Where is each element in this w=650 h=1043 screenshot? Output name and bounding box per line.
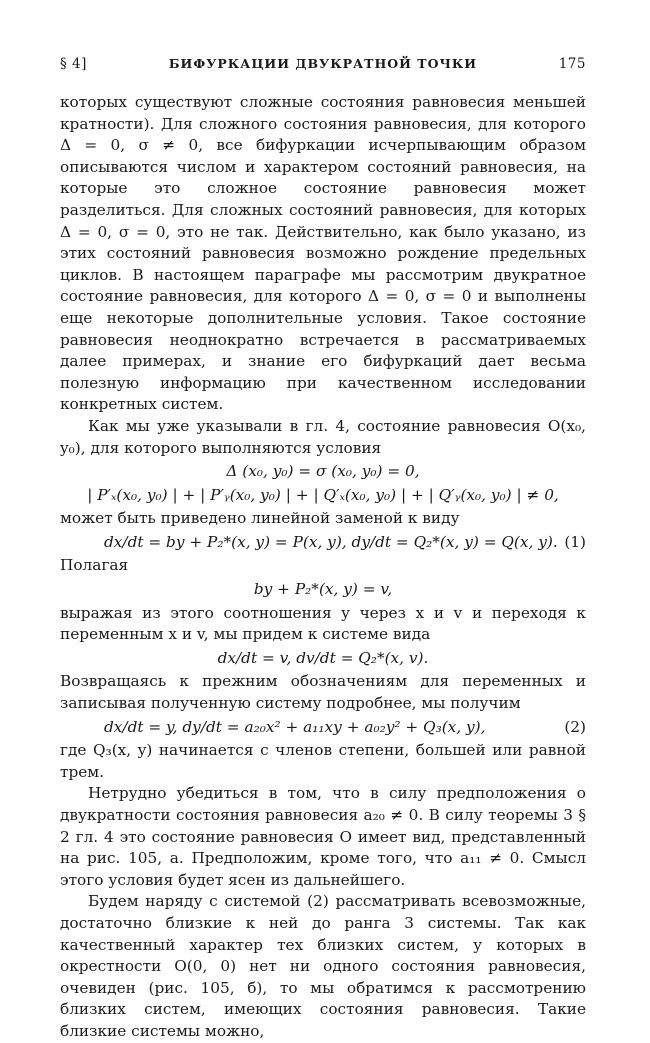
formula-conditions-2: | P′ₓ(x₀, y₀) | + | P′ᵧ(x₀, y₀) | + | Q′ₓ(x₀, y₀) | + | Q′ᵧ(x₀, y₀) | ≠ 0, bbox=[87, 485, 559, 504]
formula-system-v: dx/dt = v, dv/dt = Q₂*(x, v). bbox=[217, 648, 429, 667]
formula-system-1 bbox=[60, 532, 586, 554]
chapter-title: БИФУРКАЦИИ ДВУКРАТНОЙ ТОЧКИ bbox=[168, 56, 478, 71]
paragraph-4: Полагая bbox=[60, 556, 129, 575]
paragraph-5: выражая из этого соотношения y через x и v и переходя к переменным x и v, мы придем к системе вида bbox=[60, 603, 586, 644]
paragraph-6: Возвращаясь к прежним обозначениям для переменных и записывая полученную систему подробнее, мы получим bbox=[60, 672, 586, 713]
paragraph-9: Будем наряду с системой (2) рассматривать всевозможные, достаточно близкие к ней до ранга 3 системы. Так как качественный характер тех близких систем, у которых в окрестности O(0, 0) нет ни одного состояния равновесия, очевиден (рис. 105, б), то мы обратимся к рассмотрению близких систем, имеющих состояния равновесия. Такие близкие системы можно, bbox=[60, 892, 586, 1040]
formula-system-2-body: dx/dt = y, dy/dt = a₂₀x² + a₁₁xy + a₀₂y² + Q₃(x, y), bbox=[104, 717, 486, 736]
formula-system-2 bbox=[60, 717, 586, 739]
page-body bbox=[60, 92, 586, 1043]
paragraph-2: Как мы уже указывали в гл. 4, состояние равновесия O(x₀, y₀), для которого выполняются условия bbox=[60, 416, 586, 457]
paragraph-8: Нетрудно убедиться в том, что в силу предположения о двукратности состояния равновесия a₂₀ ≠ 0. В силу теоремы 3 § 2 гл. 4 это состояние равновесия O имеет вид, представленный на рис. 105, а. Предположим, кроме того, что a₁₁ ≠ 0. Смысл этого условия будет ясен из дальнейшего. bbox=[60, 784, 586, 889]
section-mark: § 4] bbox=[60, 56, 87, 72]
equation-number-1: (1) bbox=[564, 532, 586, 551]
equation-number-2: (2) bbox=[564, 717, 586, 736]
page-number: 175 bbox=[558, 56, 586, 72]
paragraph-1: которых существуют сложные состояния равновесия меньшей кратности). Для сложного состояния равновесия, для которого Δ = 0, σ ≠ 0, все бифуркации исчерпывающим образом описываются числом и характером состояний равновесия, на которые это сложное состояние равновесия может разделиться. Для сложных состояний равновесия, для которых Δ = 0, σ = 0, это не так. Действительно, как было указано, из этих состояний равновесия возможно рождение предельных циклов. В настоящем параграфе мы рассмотрим двукратное состояние равновесия, для которого Δ = 0, σ = 0 и выполнены еще некоторые дополнительные условия. Такое состояние равновесия неоднократно встречается в рассматриваемых далее примерах, и знание его бифуркаций дает весьма полезную информацию при качественном исследовании конкретных систем. bbox=[60, 93, 586, 414]
formula-system-1-body: dx/dt = by + P₂*(x, y) = P(x, y), dy/dt = Q₂*(x, y) = Q(x, y). bbox=[104, 532, 558, 551]
formula-substitution: by + P₂*(x, y) = v, bbox=[253, 580, 393, 599]
formula-conditions-1: Δ (x₀, y₀) = σ (x₀, y₀) = 0, bbox=[226, 462, 420, 481]
paragraph-3: может быть приведено линейной заменой к виду bbox=[60, 509, 460, 528]
paragraph-7: где Q₃(x, y) начинается с членов степени, большей или равной трем. bbox=[60, 741, 586, 781]
